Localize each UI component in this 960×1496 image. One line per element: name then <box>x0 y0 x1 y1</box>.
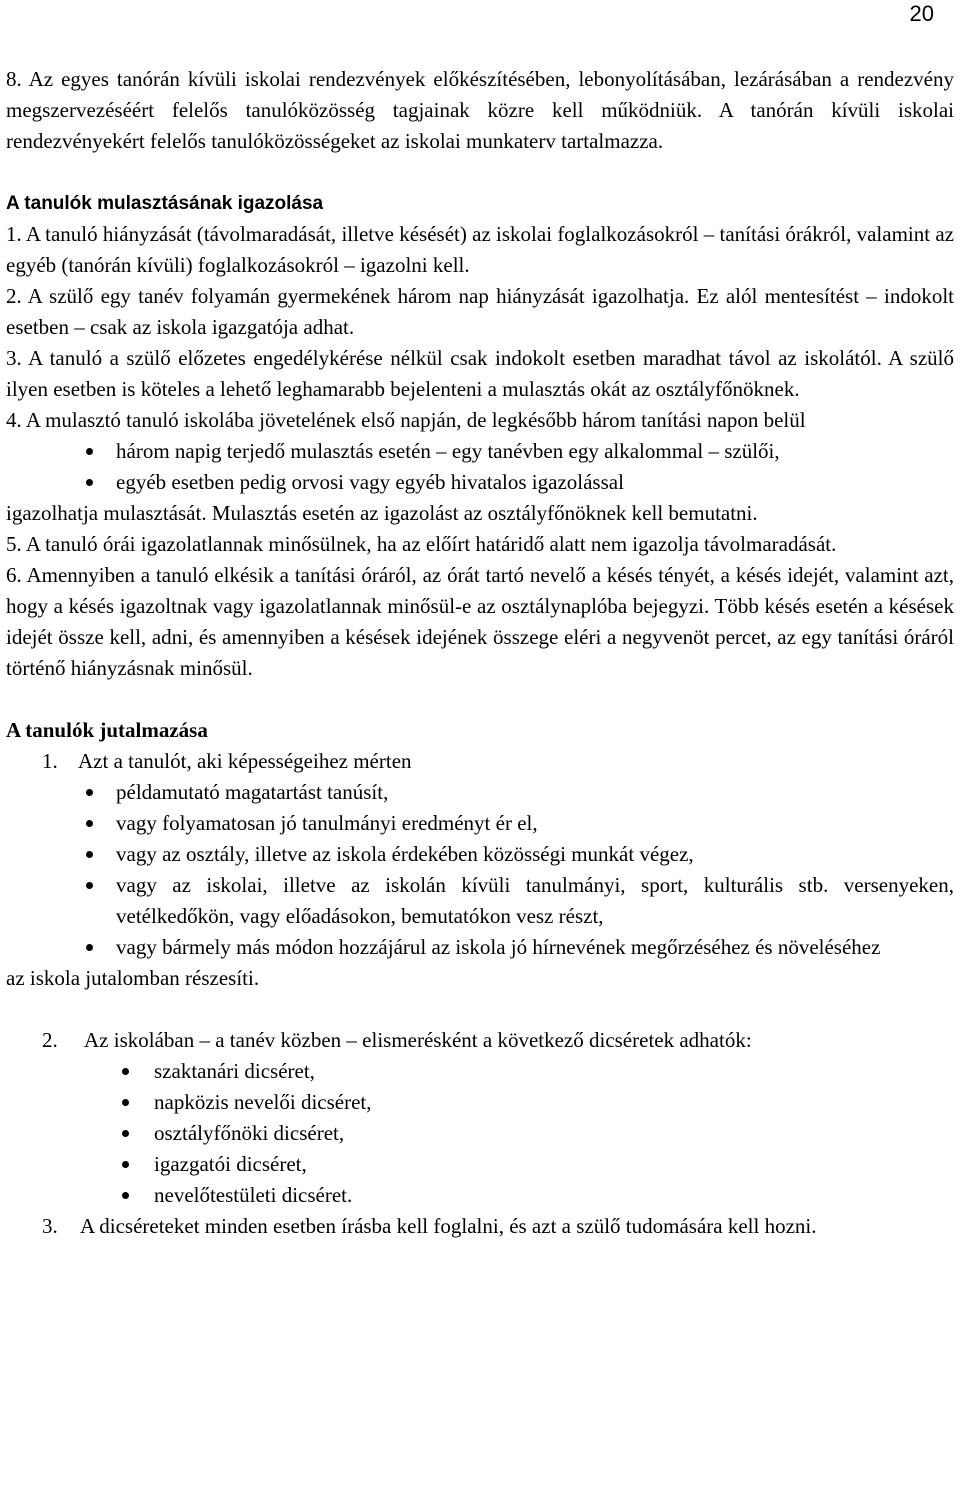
reward-item-2-list <box>6 1056 954 1211</box>
list-item: vagy az osztály, illetve az iskola érdekében közösségi munkát végez, <box>6 839 954 870</box>
list-item: nevelőtestületi dicséret. <box>6 1180 954 1211</box>
page-number: 20 <box>909 1 934 26</box>
list-item: példamutató magatartást tanúsít, <box>6 777 954 808</box>
heading-reward: A tanulók jutalmazása <box>6 718 208 742</box>
absence-item-6: 6. Amennyiben a tanuló elkésik a tanítási óráról, az órát tartó nevelő a késés tényét, a késés idejét, valamint azt, hogy a késés igazoltnak vagy igazolatlannak minősül-e az osztálynaplóba bejegyzi. Több késés esetén a késések idejét össze kell, adni, és amennyiben a késések idejének összege eléri a negyvenöt percet, az egy tanítási óráról történő hiányzásnak minősül. <box>6 563 954 680</box>
list-item: osztályfőnöki dicséret, <box>6 1118 954 1149</box>
list-item: szaktanári dicséret, <box>6 1056 954 1087</box>
reward-item-1-list <box>6 777 954 963</box>
absence-item-4: 4. A mulasztó tanuló iskolába jövetelének első napján, de legkésőbb három tanítási napon belül <box>6 408 806 432</box>
absence-item-4-continuation: igazolhatja mulasztását. Mulasztás esetén az igazolást az osztályfőnöknek kell bemutatni. <box>6 501 758 525</box>
list-item: vagy folyamatosan jó tanulmányi eredményt ér el, <box>6 808 954 839</box>
reward-item-1-number: 1. <box>42 749 58 773</box>
list-item: három napig terjedő mulasztás esetén – egy tanévben egy alkalommal – szülői, <box>6 436 954 467</box>
list-item: vagy bármely más módon hozzájárul az iskola jó hírnevének megőrzéséhez és növeléséhez <box>6 932 954 963</box>
list-item: napközis nevelői dicséret, <box>6 1087 954 1118</box>
reward-item-3-text: A dicséreteket minden esetben írásba kell foglalni, és azt a szülő tudomására kell hozni. <box>80 1214 817 1238</box>
list-item: igazgatói dicséret, <box>6 1149 954 1180</box>
reward-item-3-number: 3. <box>42 1214 58 1238</box>
absence-item-2: 2. A szülő egy tanév folyamán gyermekének három nap hiányzását igazolhatja. Ez alól mentesítést – indokolt esetben – csak az iskola igazgatója adhat. <box>6 284 954 339</box>
document-body <box>6 64 954 1242</box>
heading-absence: A tanulók mulasztásának igazolása <box>6 193 324 214</box>
absence-item-5: 5. A tanuló órái igazolatlannak minősülnek, ha az előírt határidő alatt nem igazolja távolmaradását. <box>6 532 837 556</box>
reward-item-1 <box>6 746 954 777</box>
list-item: vagy az iskolai, illetve az iskolán kívüli tanulmányi, sport, kulturális stb. versenyeken, vetélkedőkön, vagy előadásokon, bemutatókon vesz részt, <box>6 870 954 932</box>
reward-item-2-number: 2. <box>42 1028 58 1052</box>
reward-item-2-text: Az iskolában – a tanév közben – elismerésként a következő dicséretek adhatók: <box>84 1028 752 1052</box>
reward-item-2 <box>6 1025 954 1056</box>
absence-item-3: 3. A tanuló a szülő előzetes engedélykérése nélkül csak indokolt esetben maradhat távol az iskolától. A szülő ilyen esetben is köteles a lehető leghamarabb bejelenteni a mulasztás okát az osztályfőnöknek. <box>6 346 954 401</box>
paragraph-8: 8. Az egyes tanórán kívüli iskolai rendezvények előkészítésében, lebonyolításában, lezárásában a rendezvény megszervezéséért felelős tanulóközösség tagjainak közre kell működniük. A tanórán kívüli iskolai rendezvényekért felelős tanulóközösségeket az iskolai munkaterv tartalmazza. <box>6 67 954 153</box>
reward-item-1-continuation: az iskola jutalomban részesíti. <box>6 966 260 990</box>
absence-item-4-list <box>6 436 954 498</box>
list-item: egyéb esetben pedig orvosi vagy egyéb hivatalos igazolással <box>6 467 954 498</box>
reward-item-1-text: Azt a tanulót, aki képességeihez mérten <box>78 749 412 773</box>
reward-item-3 <box>6 1211 954 1242</box>
absence-item-1: 1. A tanuló hiányzását (távolmaradását, illetve késését) az iskolai foglalkozásokról – tanítási órákról, valamint az egyéb (tanórán kívüli) foglalkozásokról – igazolni kell. <box>6 222 954 277</box>
